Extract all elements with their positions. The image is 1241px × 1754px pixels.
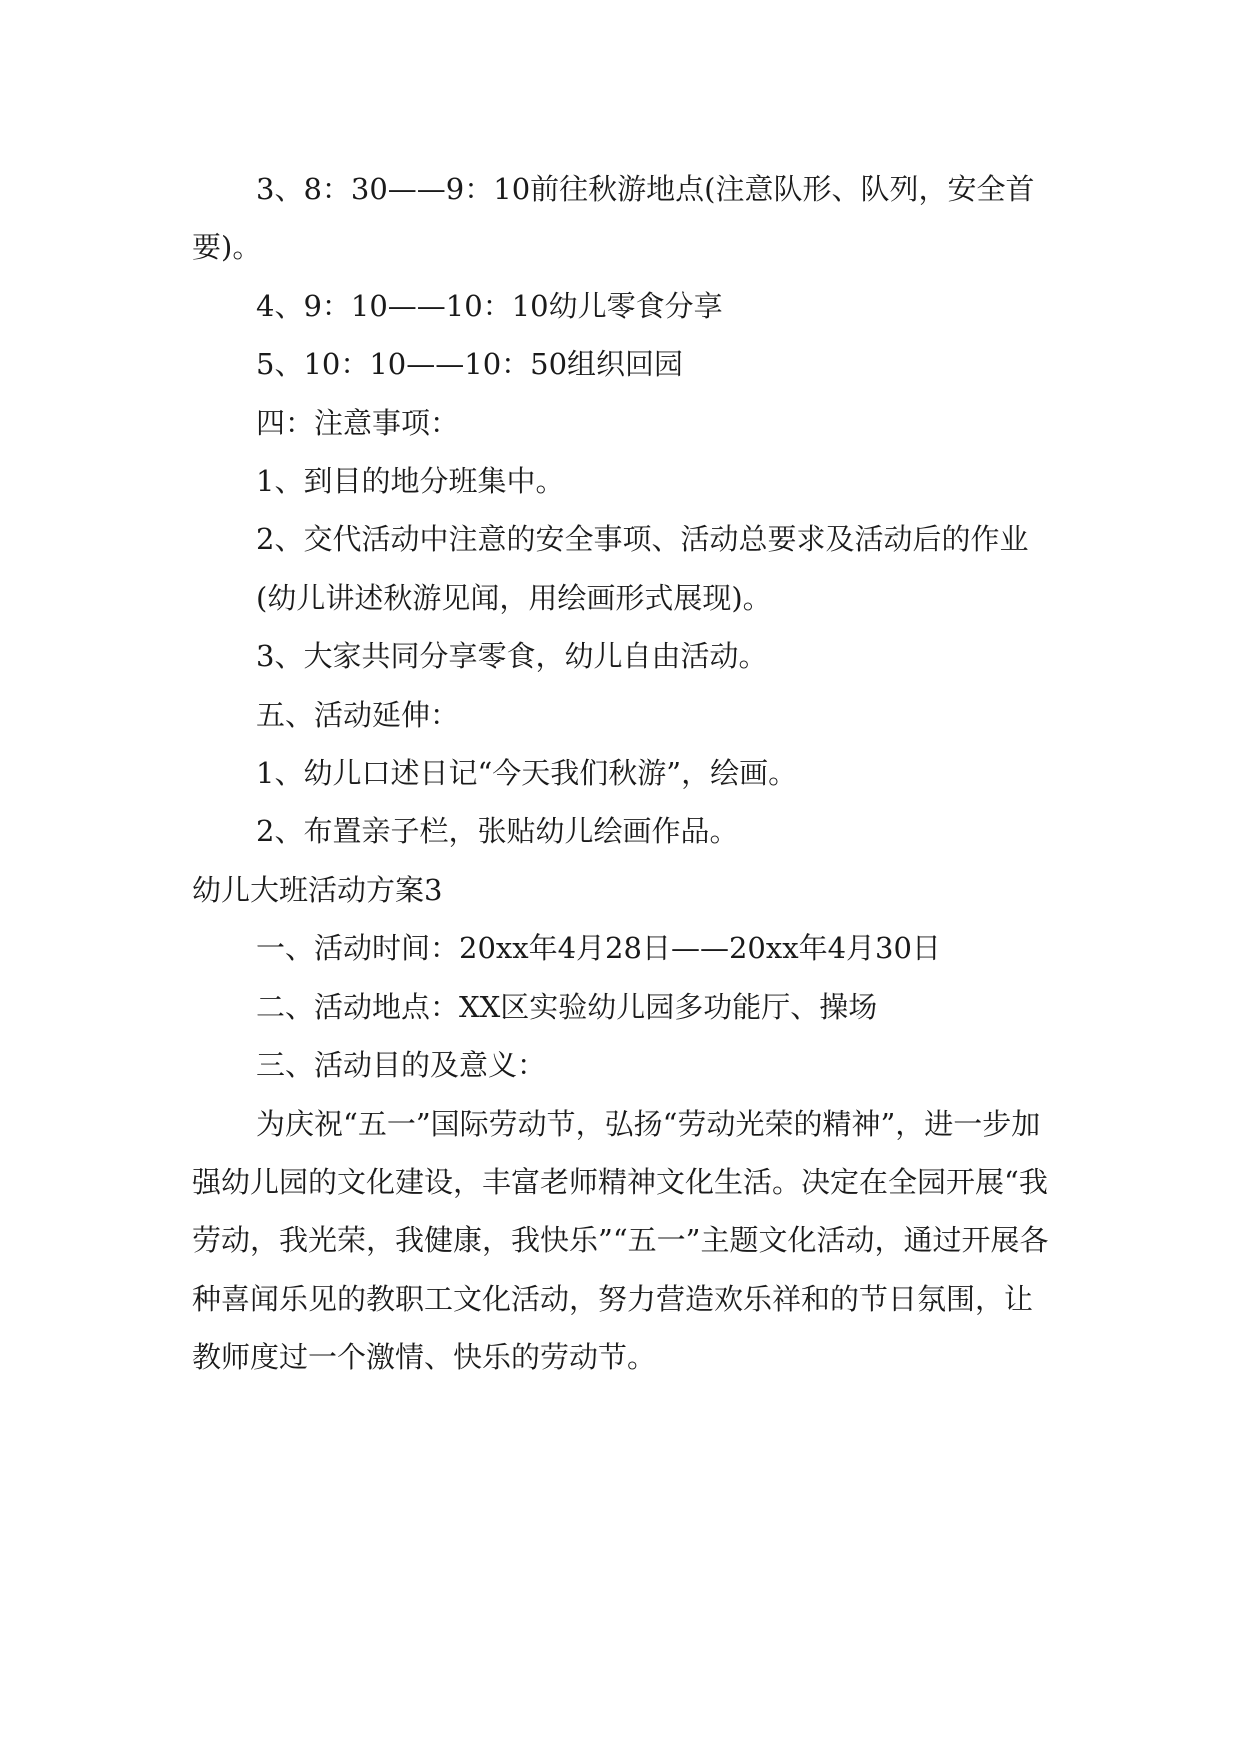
section-heading-extension: 五、活动延伸：: [256, 697, 460, 732]
paragraph-note-1: 1、到目的地分班集中。: [256, 464, 565, 499]
paragraph-note-2-detail: (幼儿讲述秋游见闻，用绘画形式展现)。: [256, 580, 772, 615]
paragraph-note-2: 2、交代活动中注意的安全事项、活动总要求及活动后的作业: [256, 522, 1029, 557]
paragraph-schedule-4: 4、9：10——10：10幼儿零食分享: [256, 288, 723, 323]
section-heading-purpose: 三、活动目的及意义：: [256, 1048, 547, 1083]
paragraph-activity-time: 一、活动时间：20xx年4月28日——20xx年4月30日: [256, 931, 941, 966]
section-heading-notes: 四：注意事项：: [256, 405, 460, 440]
document-title: 幼儿大班活动方案3: [192, 872, 443, 907]
document-body: [192, 160, 1050, 1387]
paragraph-schedule-3: 3、8：30——9：10前往秋游地点(注意队形、队列，安全首要)。: [192, 172, 1035, 265]
paragraph-activity-location: 二、活动地点：XX区实验幼儿园多功能厅、操场: [256, 989, 878, 1024]
paragraph-note-3: 3、大家共同分享零食，幼儿自由活动。: [256, 639, 768, 674]
paragraph-purpose-body: 为庆祝“五一”国际劳动节，弘扬“劳动光荣的精神”，进一步加强幼儿园的文化建设，丰富老师精神文化生活。决定在全园开展“我劳动，我光荣，我健康，我快乐”“五一”主题文化活动，通过开展各种喜闻乐见的教职工文化活动，努力营造欢乐祥和的节日氛围，让教师度过一个激情、快乐的劳动节。: [192, 1106, 1049, 1375]
paragraph-schedule-5: 5、10：10——10：50组织回园: [256, 347, 684, 382]
paragraph-extension-1: 1、幼儿口述日记“今天我们秋游”，绘画。: [256, 756, 798, 791]
paragraph-extension-2: 2、布置亲子栏，张贴幼儿绘画作品。: [256, 814, 739, 849]
